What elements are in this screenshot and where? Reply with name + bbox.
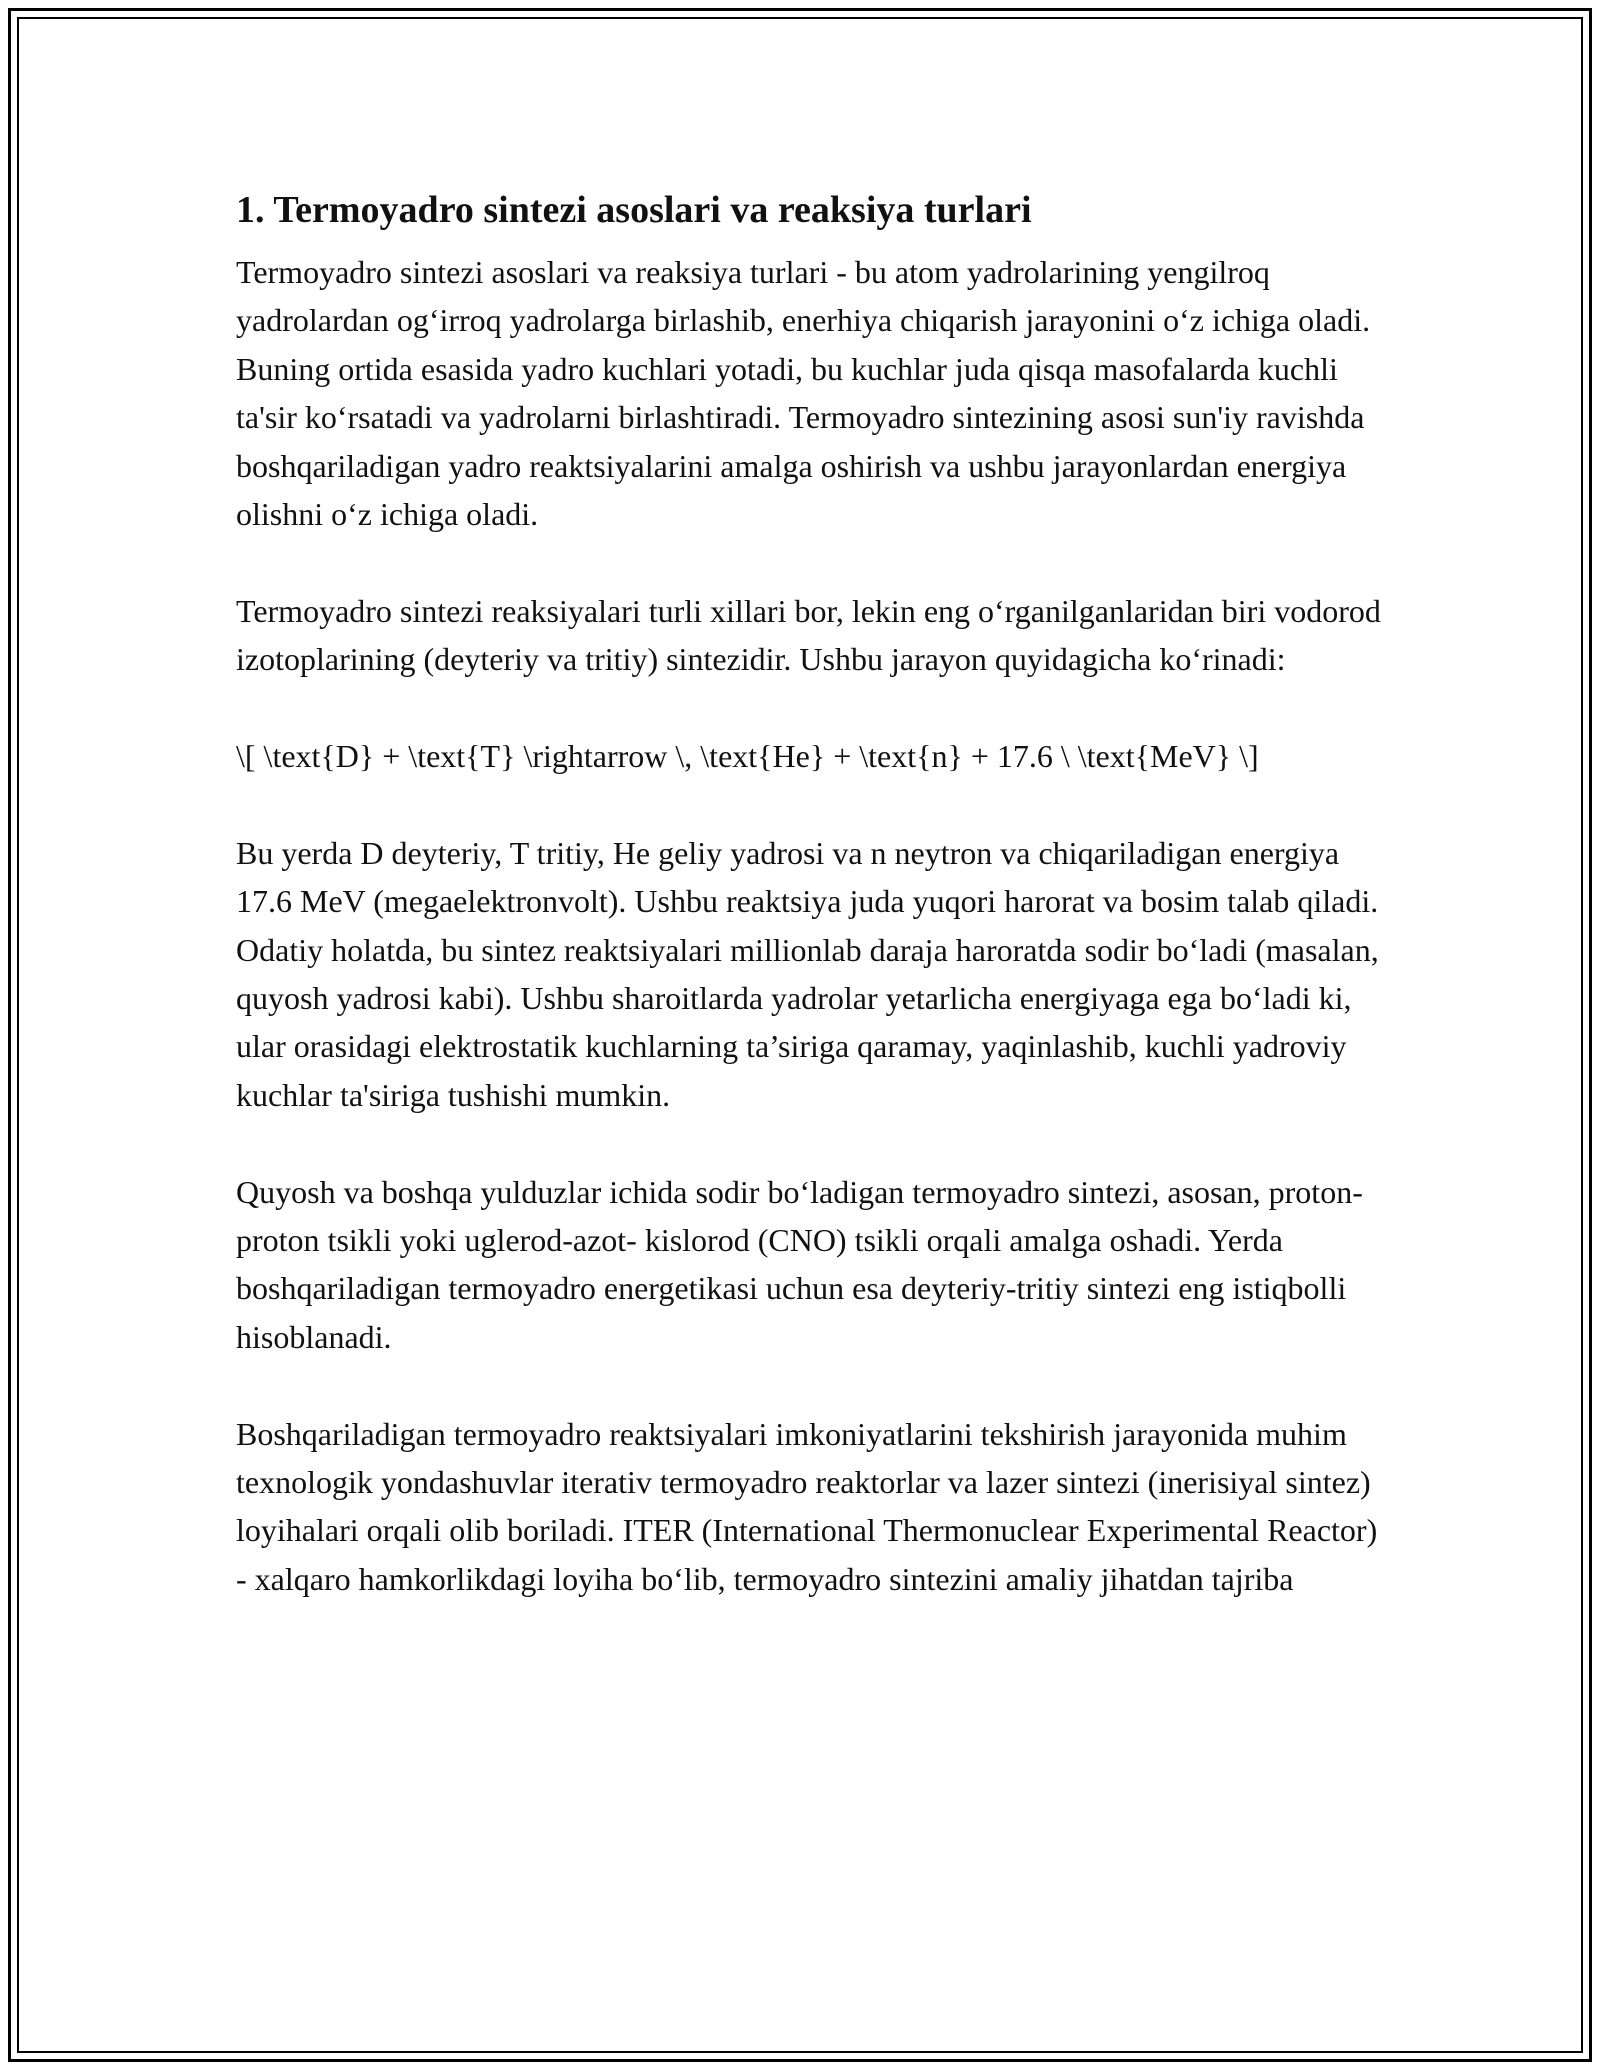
section-heading: 1. Termoyadro sintezi asoslari va reaksiya turlari — [236, 189, 1032, 231]
paragraph-stellar-fusion: Quyosh va boshqa yulduzlar ichida sodir bo‘ladigan termoyadro sintezi, asosan, proton-proton tsikli yoki uglerod-azot- kislorod (CNO) tsikli orqali amalga oshadi. Yerda boshqariladigan termoyadro energetikasi uchun esa deyteriy-tritiy sintezi eng istiqbolli hisoblanadi. — [236, 1173, 1363, 1355]
paragraph-iter: Boshqariladigan termoyadro reaktsiyalari imkoniyatlarini tekshirish jarayonida muhim texnologik yondashuvlar iterativ termoyadro reaktorlar va lazer sintezi (inerisiyal sintez) loyihalari orqali olib boriladi. ITER (International Thermonuclear Experimental Reactor) - xalqaro hamkorlikdagi loyiha bo‘lib, termoyadro sintezini amaliy jihatdan tajriba — [236, 1415, 1378, 1597]
paragraph-explanation: Bu yerda D deyteriy, T tritiy, He geliy yadrosi va n neytron va chiqariladigan energiya 17.6 MeV (megaelektronvolt). Ushbu reaktsiya juda yuqori harorat va bosim talab qiladi. Odatiy holatda, bu sintez reaktsiyalari millionlab daraja haroratda sodir bo‘ladi (masalan, quyosh yadrosi kabi). Ushbu sharoitlarda yadrolar yetarlicha energiyaga ega bo‘ladi ki, ular orasidagi elektrostatik kuchlarning ta’siriga qaramay, yaqinlashib, kuchli yadroviy kuchlar ta'siriga tushishi mumkin. — [236, 834, 1379, 1113]
paragraph-equation: \[ \text{D} + \text{T} \rightarrow \, \text{He} + \text{n} + 17.6 \ \text{MeV} \] — [236, 738, 1259, 775]
document-body — [236, 186, 1386, 1652]
paragraph-reaction-types: Termoyadro sintezi reaksiyalari turli xillari bor, lekin eng o‘rganilganlaridan biri vodorod izotoplarining (deyteriy va tritiy) sintezidir. Ushbu jarayon quyidagicha ko‘rinadi: — [236, 592, 1381, 678]
paragraph-intro: Termoyadro sintezi asoslari va reaksiya turlari - bu atom yadrolarining yengilroq yadrolardan og‘irroq yadrolarga birlashib, enerhiya chiqarish jarayonini o‘z ichiga oladi. Buning ortida esasida yadro kuchlari yotadi, bu kuchlar juda qisqa masofalarda kuchli ta'sir ko‘rsatadi va yadrolarni birlashtiradi. Termoyadro sintezining asosi sun'iy ravishda boshqariladigan yadro reaktsiyalarini amalga oshirish va ushbu jarayonlardan energiya olishni o‘z ichiga oladi. — [236, 254, 1371, 533]
